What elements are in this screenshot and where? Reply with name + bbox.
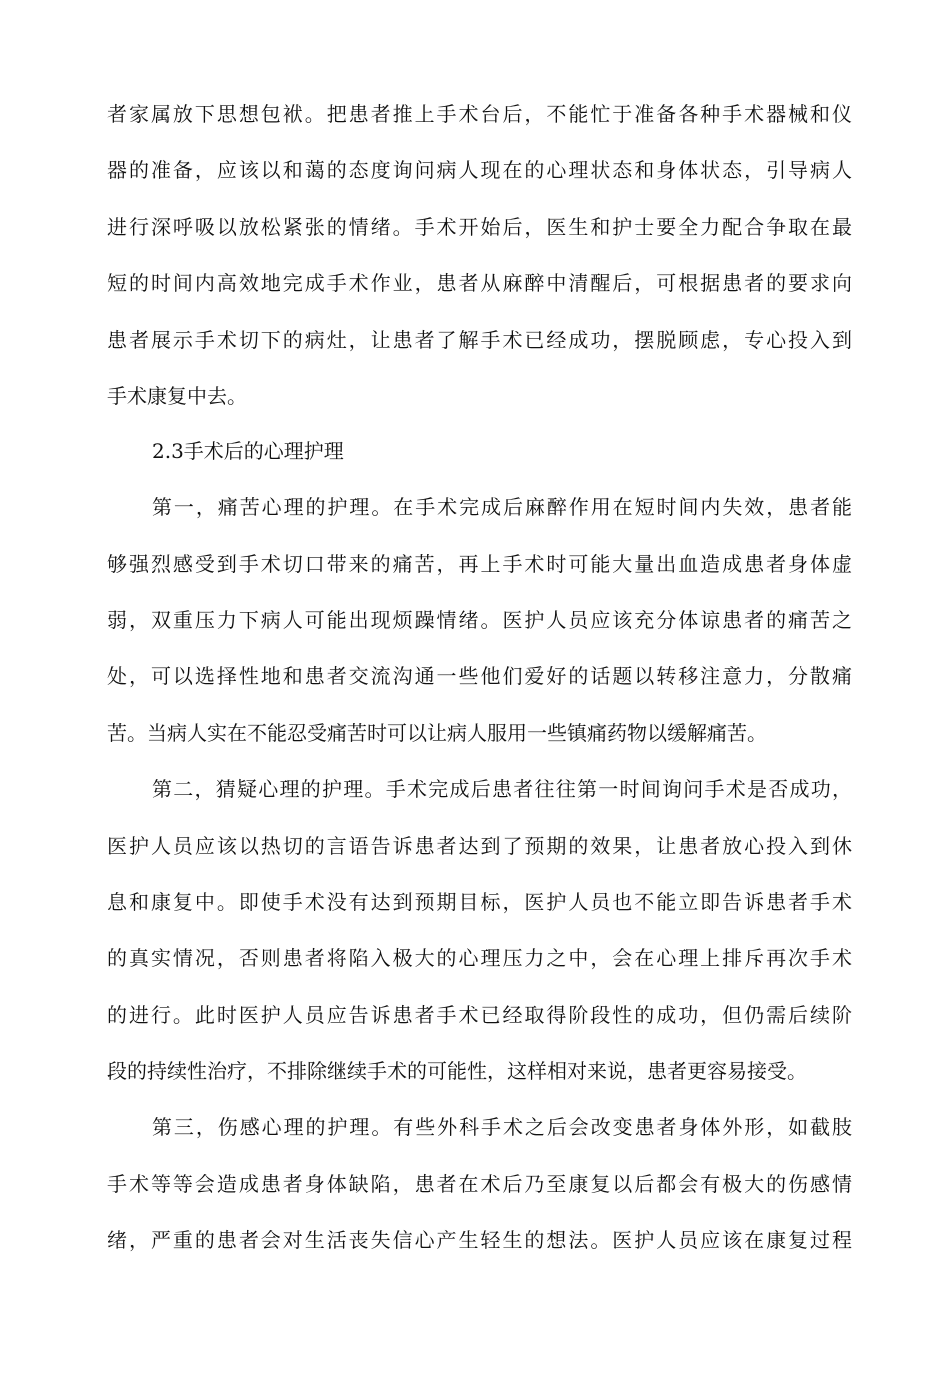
paragraph-first-line: 第三，伤感心理的护理。有些外科手术之后会改变患者身体外形，如截肢 [152, 1115, 852, 1139]
paragraph-line: 段的持续性治疗，不排除继续手术的可能性，这样相对来说，患者更容易接受。 [107, 1059, 807, 1083]
section-heading: 2.3手术后的心理护理 [152, 439, 344, 463]
paragraph-line: 弱，双重压力下病人可能出现烦躁情绪。医护人员应该充分体谅患者的痛苦之 [107, 608, 852, 632]
paragraph-line: 够强烈感受到手术切口带来的痛苦，再上手术时可能大量出血造成患者身体虚 [107, 552, 852, 576]
paragraph-line: 手术等等会造成患者身体缺陷，患者在术后乃至康复以后都会有极大的伤感情 [107, 1172, 852, 1196]
paragraph-line: 进行深呼吸以放松紧张的情绪。手术开始后，医生和护士要全力配合争取在最 [107, 215, 852, 239]
paragraph-line: 手术康复中去。 [107, 384, 247, 408]
paragraph-line: 的真实情况，否则患者将陷入极大的心理压力之中，会在心理上排斥再次手术 [107, 946, 852, 970]
paragraph-line: 的进行。此时医护人员应告诉患者手术已经取得阶段性的成功，但仍需后续阶 [107, 1003, 852, 1027]
paragraph-line: 绪，严重的患者会对生活丧失信心产生轻生的想法。医护人员应该在康复过程 [107, 1228, 852, 1252]
paragraph-line: 者家属放下思想包袱。把患者推上手术台后，不能忙于准备各种手术器械和仪 [107, 102, 852, 126]
paragraph-line: 患者展示手术切下的病灶，让患者了解手术已经成功，摆脱顾虑，专心投入到 [107, 328, 852, 352]
paragraph-line: 医护人员应该以热切的言语告诉患者达到了预期的效果，让患者放心投入到休 [107, 834, 852, 858]
paragraph-line: 苦。当病人实在不能忍受痛苦时可以让病人服用一些镇痛药物以缓解痛苦。 [107, 721, 767, 745]
paragraph-line: 息和康复中。即使手术没有达到预期目标，医护人员也不能立即告诉患者手术 [107, 890, 852, 914]
paragraph-line: 短的时间内高效地完成手术作业，患者从麻醉中清醒后，可根据患者的要求向 [107, 271, 852, 295]
paragraph-first-line: 第一，痛苦心理的护理。在手术完成后麻醉作用在短时间内失效，患者能 [152, 495, 852, 519]
paragraph-line: 处，可以选择性地和患者交流沟通一些他们爱好的话题以转移注意力，分散痛 [107, 664, 852, 688]
paragraph-first-line: 第二，猜疑心理的护理。手术完成后患者往往第一时间询问手术是否成功， [152, 777, 852, 801]
paragraph-line: 器的准备，应该以和蔼的态度询问病人现在的心理状态和身体状态，引导病人 [107, 158, 852, 182]
